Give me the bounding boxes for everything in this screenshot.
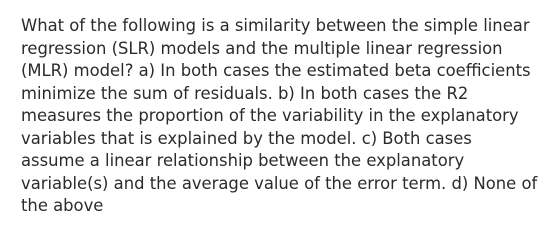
question-text: What of the following is a similarity between the simple linear regression (SLR) models and the multiple linear regression (MLR) model? a) In both cases the estimated beta coefficients minimize the sum of residuals. b) In both cases the R2 measures the proportion of the variability in the explanatory variables that is explained by the model. c) Both cases assume a linear relationship between the explanatory variable(s) and the average value of the error term. d) None of the above xyxy=(21,16,538,215)
